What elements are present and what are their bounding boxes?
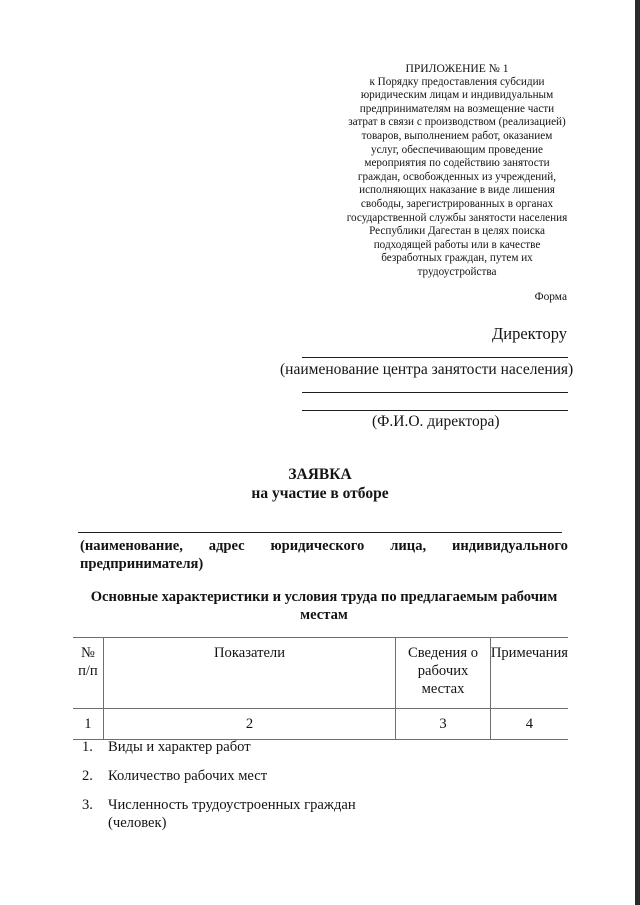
applicant-caption-word: адрес	[208, 538, 245, 554]
table-header-indicators: Показатели	[103, 638, 395, 709]
list-item-number: 2.	[82, 768, 93, 784]
applicant-caption-word: лица,	[390, 538, 427, 554]
director-name-caption: (Ф.И.О. директора)	[372, 413, 500, 430]
table-header-notes: Примечания	[490, 638, 568, 709]
list-item	[82, 738, 398, 756]
table-cell: 2	[103, 709, 395, 740]
document-title: ЗАЯВКА	[288, 466, 352, 483]
appendix-line: граждан, освобожденных из учреждений,	[357, 170, 557, 183]
appendix-line: безработных граждан, путем их	[381, 252, 533, 265]
appendix-line: услуг, обеспечивающим проведение	[370, 143, 544, 156]
table-header-number: № п/п	[73, 638, 103, 709]
list-item-text: Количество рабочих мест	[108, 768, 268, 784]
indicator-list	[82, 738, 398, 843]
center-name-caption: (наименование центра занятости населения)	[280, 361, 574, 378]
appendix-line: подходящей работы или в качестве	[373, 238, 541, 251]
table-row	[73, 709, 568, 740]
list-item-text: Виды и характер работ	[108, 739, 251, 755]
table-cell: 1	[73, 709, 103, 740]
table-header-row	[73, 638, 568, 709]
appendix-line: предпринимателям на возмещение части	[359, 102, 555, 115]
applicant-caption	[80, 537, 568, 573]
applicant-caption-word: юридического	[270, 538, 365, 554]
appendix-line: исполняющих наказание в виде лишения	[359, 184, 555, 197]
list-item	[82, 767, 398, 785]
list-item-text: Численность трудоустроенных граждан (человек)	[108, 797, 356, 831]
characteristics-table	[73, 637, 568, 740]
table-header-workplaces: Сведения о рабочих местах	[396, 638, 491, 709]
document-subtitle: на участие в отборе	[251, 485, 389, 502]
list-item	[82, 796, 398, 832]
section-heading-line1: Основные характеристики и условия труда по предлагаемым рабочим	[90, 589, 558, 605]
appendix-line: свободы, зарегистрированных в органах	[360, 197, 554, 210]
appendix-line: трудоустройства	[417, 265, 497, 278]
appendix-line: к Порядку предоставления субсидии	[369, 75, 545, 88]
appendix-line: юридическим лицам и индивидуальным	[360, 89, 554, 102]
form-label: Форма	[534, 291, 567, 303]
director-line-1	[302, 392, 568, 393]
table-cell: 3	[396, 709, 491, 740]
appendix-line: товаров, выполнением работ, оказанием	[361, 129, 553, 142]
applicant-caption-word: (наименование,	[80, 538, 183, 554]
appendix-line: мероприятия по содействию занятости	[364, 157, 550, 170]
appendix-line: Республики Дагестан в целях поиска	[369, 225, 545, 238]
list-item-number: 3.	[82, 797, 93, 813]
addressee-to: Директору	[492, 324, 567, 343]
director-line-2	[302, 410, 568, 411]
applicant-caption-word: индивидуального	[451, 538, 568, 554]
table-cell: 4	[490, 709, 568, 740]
scan-edge	[635, 0, 640, 905]
section-heading	[80, 588, 568, 624]
list-item-number: 1.	[82, 739, 93, 755]
appendix-line: государственной службы занятости населения	[346, 211, 568, 224]
appendix-line: ПРИЛОЖЕНИЕ № 1	[405, 62, 509, 75]
center-name-line	[302, 357, 568, 358]
appendix-block	[322, 62, 592, 280]
section-heading-line2: местам	[300, 607, 348, 623]
applicant-line	[78, 532, 562, 533]
appendix-line: затрат в связи с производством (реализацией)	[348, 116, 566, 129]
applicant-caption-line2: предпринимателя)	[80, 556, 204, 572]
